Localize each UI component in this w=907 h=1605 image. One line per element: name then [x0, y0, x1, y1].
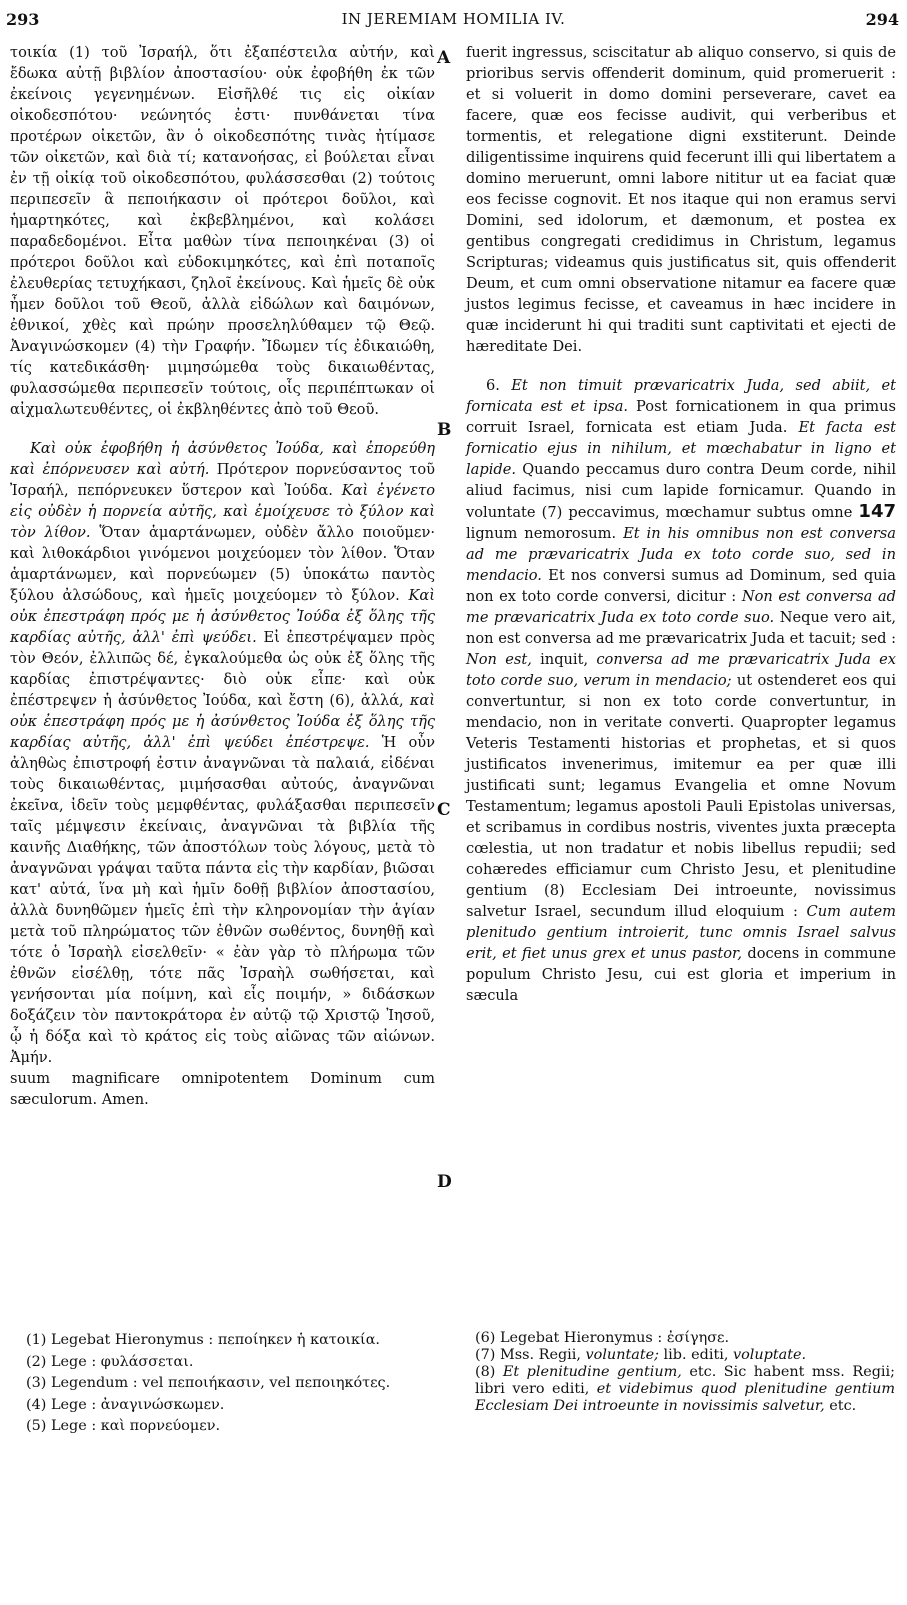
page-number-right: 294 — [865, 10, 899, 29]
latin-paragraph-1: fuerit ingressus, sciscitatur ab aliquo conservo, si quis de prioribus servis offenderit dominum, quid promeruerit : et si voluerit in domo domini perseverare, cavet ea facere, quæ eos fecisse audivit, qui verberibus et tormentis, et relegatione digni exstiterunt. Deinde diligentissime inquirens quid fecerunt illi qui libertatem a domino meruerunt, omni labore nititur ut ea faciat quæ eos fecisse cognovit. Et nos itaque qui non eramus servi Domini, sed idolorum, et dæmonum, et postea ex gentibus congregati credidimus in Christum, legamus Scripturas; videamus quis justificatus sit, quis offenderit Deum, et cum omni observatione nitamur ea facere quæ justos legimus fecisse, et caveamus in hæc incidere in quæ inciderunt hi qui traditi sunt captivitati et ejecti de hæreditate Dei. — [466, 44, 896, 355]
footnote-4: (4) Lege : ἀναγινώσκωμεν. — [26, 1396, 225, 1413]
greek-text: Πρότερον πορνεύσαντος τοῦ Ἰσραήλ, πεπόρνευκεν ὕστερον καὶ Ἰούδα. — [10, 461, 435, 499]
greek-scripture-quote: Καὶ οὐκ ἐπεστράφη πρός με ἡ ἀσύνθετος Ἰούδα ἐξ ὅλης τῆς καρδίας αὐτῆς, ἀλλ' ἐπὶ ψεύδει. — [10, 587, 435, 646]
latin-paragraph-2 — [466, 375, 896, 1006]
column-number: 147 — [858, 501, 896, 522]
footnote-6: (6) Legebat Hieronymus : ἐσίγησε. — [475, 1330, 730, 1346]
latin-text: lignum nemorosum. — [466, 525, 624, 542]
paragraph-number: 6. — [486, 377, 512, 394]
footnote-italic: voluptate. — [733, 1347, 807, 1363]
section-marker-d: D — [437, 1172, 452, 1192]
page-number-left: 293 — [6, 10, 40, 29]
footnote-text: lib. editi, — [658, 1347, 733, 1363]
footnote-5: (5) Lege : καὶ πορνεύομεν. — [26, 1418, 221, 1434]
latin-text: Quando peccamus duro contra Deum corde, nihil aliud facimus, nisi cum lapide fornicamur. Quando in voluntate (7) peccavimus, mœchamur subtus omne — [466, 461, 896, 521]
running-title: IN JEREMIAM HOMILIA IV. — [341, 10, 566, 28]
greek-column — [10, 42, 435, 1110]
latin-scripture-quote: Cum autem plenitudo gentium introierit, tunc omnis Israel salvus erit, et fiet unus grex et unus pastor, — [466, 903, 896, 962]
footnote-italic: voluntate; — [585, 1347, 659, 1363]
footnote-text: (7) Mss. Regii, — [475, 1347, 586, 1363]
latin-scripture-quote: Non est, — [466, 651, 532, 668]
latin-scripture-quote: Et facta est fornicatio ejus in nihilum, et mœchabatur in ligno et lapide. — [466, 419, 896, 478]
section-marker-b: B — [437, 420, 452, 440]
footnote-text: etc. — [824, 1398, 857, 1414]
footnote-italic: et videbimus quod plenitudine gentium Ecclesiam Dei introeunte in novissimis salvetur, — [475, 1381, 895, 1414]
latin-tail-line: suum magnificare omnipotentem Dominum cum sæculorum. Amen. — [10, 1070, 435, 1108]
footnote-text: etc. Sic habent mss. Regii; libri vero editi, — [475, 1364, 895, 1397]
footnotes-right — [475, 1330, 895, 1415]
greek-scripture-quote: καὶ οὐκ ἐπεστράφη πρός με ἡ ἀσύνθετος Ἰούδα ἐξ ὅλης τῆς καρδίας αὐτῆς, ἀλλ' ἐπὶ ψεύδει ἐπέστρεψε. — [10, 692, 435, 751]
footnote-2: (2) Lege : φυλάσσεται. — [26, 1353, 194, 1370]
latin-scripture-quote: Et in his omnibus non est conversa ad me prævaricatrix Juda ex toto corde suo, sed in mendacio. — [466, 525, 896, 584]
greek-paragraph-1: τοικία (1) τοῦ Ἰσραήλ, ὅτι ἐξαπέστειλα αὐτήν, καὶ ἔδωκα αὐτῇ βιβλίον ἀποστασίου· οὐκ ἐφοβήθη ἐκ τῶν ἐκείνοις γεγενημένων. Εἰσῆλθέ τις εἰς οἰκίαν οἰκοδεσπότου· νεώνητός ἐστι· πυνθάνεται τίνα προτέρων οἰκετῶν, ἂν ὁ οἰκοδεσπότης τινὰς ἠτίμασε τῶν οἰκετῶν, καὶ διὰ τί; κατανοήσας, εἰ βούλεται εἶναι ἐν τῇ οἰκίᾳ τοῦ οἰκοδεσπότου, φυλάσσεσθαι (2) τούτοις περιπεσεῖν ἃ πεποιήκασιν οἱ πρότεροι δοῦλοι, καὶ ἡμαρτηκότες, καὶ ἐκβεβλημένοι, καὶ κολάσει παραδεδομένοι. Εἶτα μαθὼν τίνα πεποιηκέναι (3) οἱ πρότεροι δοῦλοι καὶ εὐδοκιμηκότες, καὶ ἐπὶ ποταποῖς ἐλευθερίας τετυχήκασι, ζηλοῖ ἐκείνους. Καὶ ἡμεῖς δὲ οὐκ ἦμεν δοῦλοι τοῦ Θεοῦ, ἀλλὰ εἰδώλων καὶ δαιμόνων, ἐθνικοί, χθὲς καὶ πρώην προσεληλύθαμεν τῷ Θεῷ. Ἀναγινώσκομεν (4) τὴν Γραφήν. Ἴδωμεν τίς ἐδικαιώθη, τίς κατεδικάσθη· μιμησώμεθα τοὺς δικαιωθέντας, φυλασσώμεθα περιπεσεῖν τούτοις, οἷς περιπέπτωκαν οἱ αἰχμαλωτευθέντες, οἱ ἐκβληθέντες ἀπὸ τοῦ Θεοῦ. — [10, 44, 435, 418]
greek-text: Ὅταν ἁμαρτάνωμεν, οὐδὲν ἄλλο ποιοῦμεν· καὶ λιθοκάρδιοι γινόμενοι μοιχεύομεν τὸν λίθον. Ὅταν ἁμαρτάνωμεν, καὶ πορνεύωμεν (5) ὑποκάτω παντὸς ξύλου ἀλσώδους, καὶ ἡμεῖς μοιχεύομεν τὸ ξύλον. — [10, 524, 435, 604]
latin-text: inquit, — [531, 651, 597, 668]
footnote-1: (1) Legebat Hieronymus : πεποίηκεν ἡ κατοικία. — [26, 1332, 380, 1348]
footnote-italic: Et plenitudine gentium, — [502, 1364, 682, 1380]
latin-column — [466, 42, 896, 1006]
latin-scripture-quote: Non est conversa ad me prævaricatrix Juda ex toto corde suo. — [466, 588, 896, 626]
latin-text: ut ostenderet eos qui convertuntur, si non ex toto corde convertuntur, in mendacio, non in veritate converti. Quapropter legamus Veteris Testamenti historias et prophetas, et si quos justificatos invenerimus, imitemur ea per quæ illi justificati sunt; legamus Evangelia et omne Novum Testamentum; legamus apostoli Pauli Epistolas universas, et scribamus in cordibus nostris, viventes juxta præcepta cœlestia, ut non tradatur et nobis libellus repudii; sed cohæredes efficiamur cum Christo Jesu, et plenitudine gentium (8) Ecclesiam Dei introeunte, novissimus salvetur Israel, secundum illud eloquium : — [466, 672, 896, 920]
footnote-3: (3) Legendum : vel πεποιήκασιν, vel πεποιηκότες. — [26, 1375, 391, 1391]
latin-text: Post fornicationem in qua primus corruit Israel, fornicata est etiam Juda. — [466, 398, 896, 436]
section-marker-a: A — [437, 48, 451, 68]
latin-text: docens in commune populum Christo Jesu, cui est gloria et imperium in sæcula — [466, 945, 896, 1004]
greek-text: Εἰ ἐπεστρέψαμεν πρὸς τὸν Θεόν, ἐλλιπῶς δέ, ἐγκαλούμεθα ὡς οὐκ ἐξ ὅλης τῆς καρδίας ἐπιστρέψαντες· διὸ οὐκ εἶπε· καὶ οὐκ ἐπέστρεψεν ἡ ἀσύνθετος Ἰούδα, καὶ ἔστη (6), ἀλλά, — [10, 629, 435, 709]
greek-text: Ἡ οὖν ἀληθὼς ἐπιστροφή ἐστιν ἀναγνῶναι τὰ παλαιά, εἰδέναι τοὺς δικαιωθέντας, μιμήσασθαι αὐτούς, ἀναγνῶναι ἐκεῖνα, ἰδεῖν τοὺς μεμφθέντας, φυλάξασθαι περιπεσεῖν ταῖς μέμψεσιν ἐκείναις, ἀναγνῶναι τὰ βιβλία τῆς καινῆς Διαθήκης, τῶν ἀποστόλων τοὺς λόγους, μετὰ τὸ ἀναγνῶναι γράψαι ταῦτα πάντα εἰς τὴν καρδίαν, βιῶσαι κατ' αὐτά, ἵνα μὴ καὶ ἡμῖν δοθῇ βιβλίον ἀποστασίου, ἀλλὰ δυνηθῶμεν ἡμεῖς ἐπὶ τὴν κληρονομίαν τὴν ἁγίαν μετὰ τοῦ πληρώματος τῶν ἐθνῶν σωθέντος, δυνηθῇ καὶ τότε ὁ Ἰσραὴλ εἰσελθεῖν· « ἐὰν γὰρ τὸ πλήρωμα τῶν ἐθνῶν εἰσέλθῃ, τότε πᾶς Ἰσραὴλ σωθήσεται, καὶ γενήσονται μία ποίμνη, καὶ εἷς ποιμήν, » διδάσκων δοξάζειν τὸν παντοκράτορα ἐν αὐτῷ τῷ Χριστῷ Ἰησοῦ, ᾧ ἡ δόξα καὶ τὸ κράτος εἰς τοὺς αἰῶνας τῶν αἰώνων. Ἀμήν. — [10, 734, 435, 1066]
latin-scripture-quote: Et non timuit prævaricatrix Juda, sed abiit, et fornicata est et ipsa. — [466, 377, 896, 415]
latin-scripture-quote: conversa ad me prævaricatrix Juda ex toto corde suo, verum in mendacio; — [466, 651, 897, 689]
section-marker-c: C — [437, 800, 451, 820]
footnote-text: (8) — [475, 1364, 503, 1380]
latin-text: Neque vero ait, non est conversa ad me prævaricatrix Juda et tacuit; sed : — [466, 609, 897, 647]
footnotes-left — [26, 1330, 446, 1438]
greek-scripture-quote: Καὶ ἐγένετο εἰς οὐδὲν ἡ πορνεία αὐτῆς, καὶ ἐμοίχευσε τὸ ξύλον καὶ τὸν λίθον. — [10, 482, 435, 541]
footnote-7 — [475, 1347, 895, 1364]
footnote-8 — [475, 1364, 895, 1415]
greek-scripture-quote: Καὶ οὐκ ἐφοβήθη ἡ ἀσύνθετος Ἰούδα, καὶ ἐπορεύθη καὶ ἐπόρνευσεν καὶ αὐτή. — [10, 440, 435, 478]
latin-text: Et nos conversi sumus ad Dominum, sed quia non ex toto corde conversi, dicitur : — [466, 567, 896, 605]
greek-paragraph-2 — [10, 438, 435, 1068]
running-header — [0, 0, 907, 30]
